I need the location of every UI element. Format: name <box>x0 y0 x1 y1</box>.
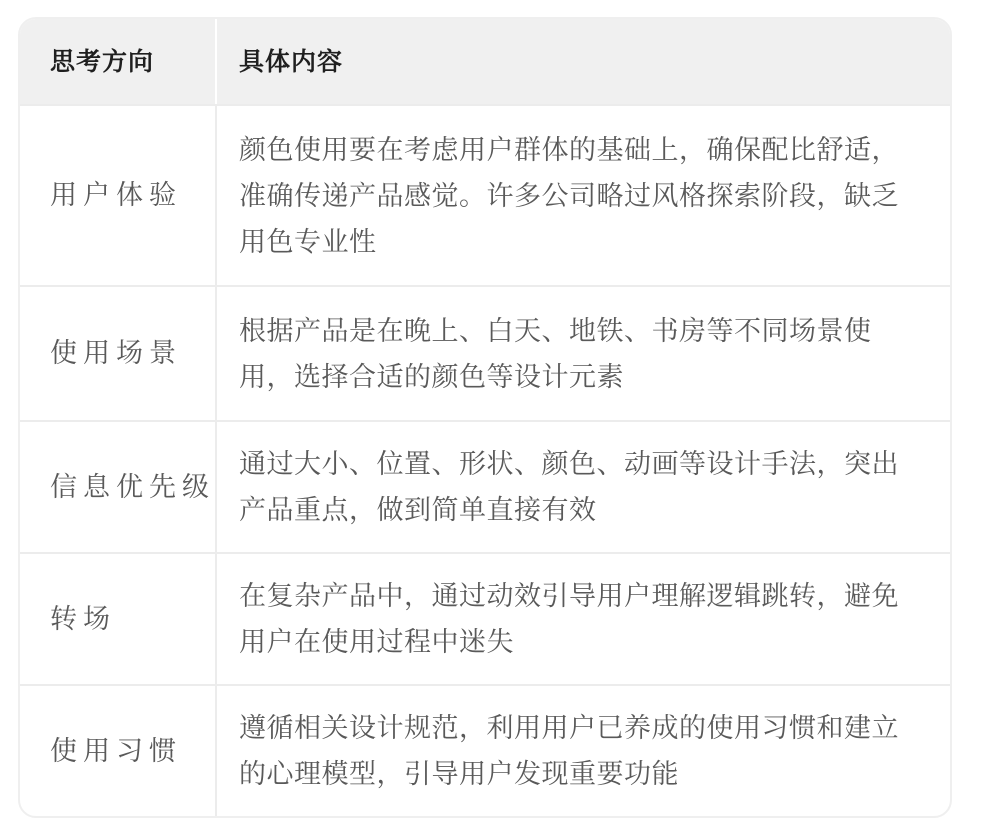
table-row <box>20 104 950 285</box>
content-cell <box>215 287 950 420</box>
thinking-directions-table <box>18 17 952 818</box>
content-cell <box>215 686 950 816</box>
direction-label: 信息优先级 <box>50 471 215 502</box>
table-row <box>20 684 950 816</box>
direction-label: 转场 <box>50 603 116 634</box>
header-cell-content <box>215 19 950 104</box>
content-text: 在复杂产品中，通过动效引导用户理解逻辑跳转，避免用户在使用过程中迷失 <box>239 581 899 657</box>
content-cell <box>215 106 950 285</box>
direction-cell <box>20 686 215 816</box>
header-label-direction: 思考方向 <box>50 47 155 76</box>
content-text: 颜色使用要在考虑用户群体的基础上，确保配比舒适，准确传递产品感觉。许多公司略过风格探索阶段，缺乏用色专业性 <box>239 134 899 257</box>
header-cell-direction <box>20 19 215 104</box>
direction-label: 用户体验 <box>50 180 182 211</box>
table-header-row <box>20 19 950 104</box>
direction-label: 使用习惯 <box>50 735 182 766</box>
table-row <box>20 420 950 552</box>
table-row <box>20 552 950 684</box>
content-text: 通过大小、位置、形状、颜色、动画等设计手法，突出产品重点，做到简单直接有效 <box>239 449 899 525</box>
header-label-content: 具体内容 <box>239 47 344 76</box>
direction-label: 使用场景 <box>50 338 182 369</box>
direction-cell <box>20 287 215 420</box>
content-cell <box>215 422 950 552</box>
direction-cell <box>20 554 215 684</box>
content-cell <box>215 554 950 684</box>
direction-cell <box>20 106 215 285</box>
table-row <box>20 285 950 420</box>
content-text: 根据产品是在晚上、白天、地铁、书房等不同场景使用，选择合适的颜色等设计元素 <box>239 315 872 392</box>
direction-cell <box>20 422 215 552</box>
content-text: 遵循相关设计规范，利用用户已养成的使用习惯和建立的心理模型，引导用户发现重要功能 <box>239 713 899 789</box>
